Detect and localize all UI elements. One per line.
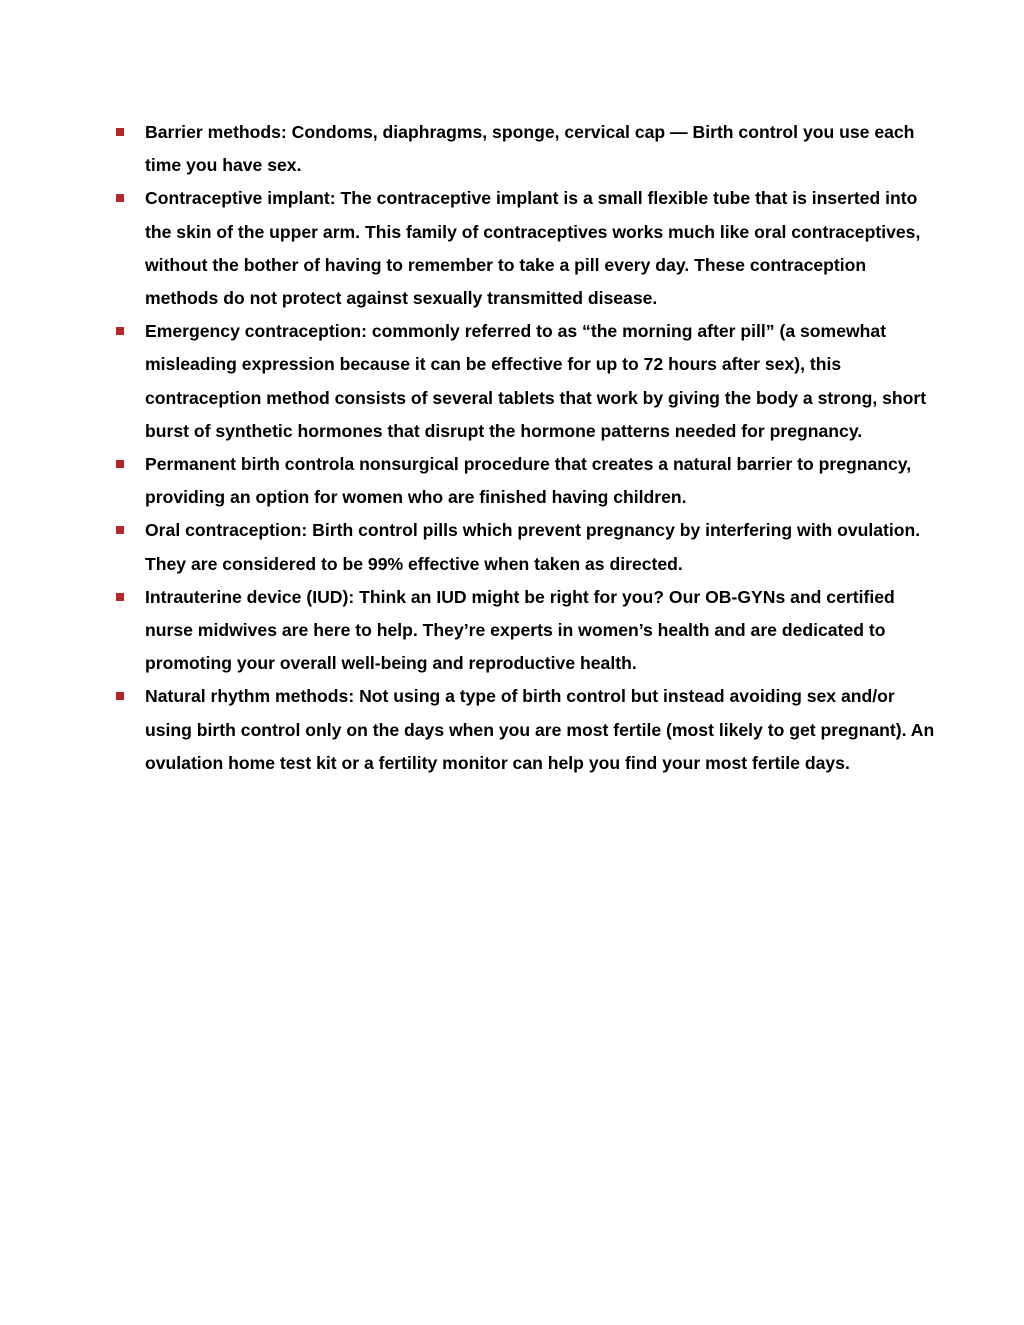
square-bullet-icon (116, 128, 124, 136)
list-item-text: Intrauterine device (IUD): Think an IUD might be right for you? Our OB-GYNs and certified nurse midwives are here to help. They’re experts in women’s health and are dedicated to promoting your overall well-being and reproductive health. (145, 586, 895, 674)
list-item-emergency-contraception (112, 315, 944, 448)
list-item-text: Emergency contraception: commonly referred to as “the morning after pill” (a somewhat misleading expression because it can be effective for up to 72 hours after sex), this contraception method consists of several tablets that work by giving the body a strong, short burst of synthetic hormones that disrupt the hormone patterns needed for pregnancy. (145, 321, 927, 441)
square-bullet-icon (116, 460, 124, 468)
list-item-text: Permanent birth controla nonsurgical procedure that creates a natural barrier to pregnancy, providing an option for women who are finished having children. (145, 454, 912, 508)
list-item-text: Barrier methods: Condoms, diaphragms, sponge, cervical cap — Birth control you use each time you have sex. (145, 122, 915, 176)
square-bullet-icon (116, 692, 124, 700)
list-item-natural-rhythm-methods (112, 680, 944, 780)
list-item-text: Contraceptive implant: The contraceptive implant is a small flexible tube that is inserted into the skin of the upper arm. This family of contraceptives works much like oral contraceptives, without the bother of having to remember to take a pill every day. These contraception methods do not protect against sexually transmitted disease. (145, 188, 921, 309)
square-bullet-icon (116, 526, 124, 534)
square-bullet-icon (116, 593, 124, 601)
list-item-text: Natural rhythm methods: Not using a type of birth control but instead avoiding sex and/or using birth control only on the days when you are most fertile (most likely to get pregnant). An ovulation home test kit or a fertility monitor can help you find your most fertile days. (145, 686, 935, 773)
square-bullet-icon (116, 327, 124, 335)
list-item-oral-contraception (112, 514, 944, 580)
contraception-methods-list (112, 116, 944, 780)
list-item-permanent-birth-control (112, 448, 944, 514)
square-bullet-icon (116, 194, 124, 202)
list-item-barrier-methods (112, 116, 944, 182)
list-item-text: Oral contraception: Birth control pills which prevent pregnancy by interfering with ovulation. They are considered to be 99% effective when taken as directed. (145, 520, 921, 574)
list-item-contraceptive-implant (112, 182, 944, 315)
list-item-intrauterine-device (112, 581, 944, 681)
